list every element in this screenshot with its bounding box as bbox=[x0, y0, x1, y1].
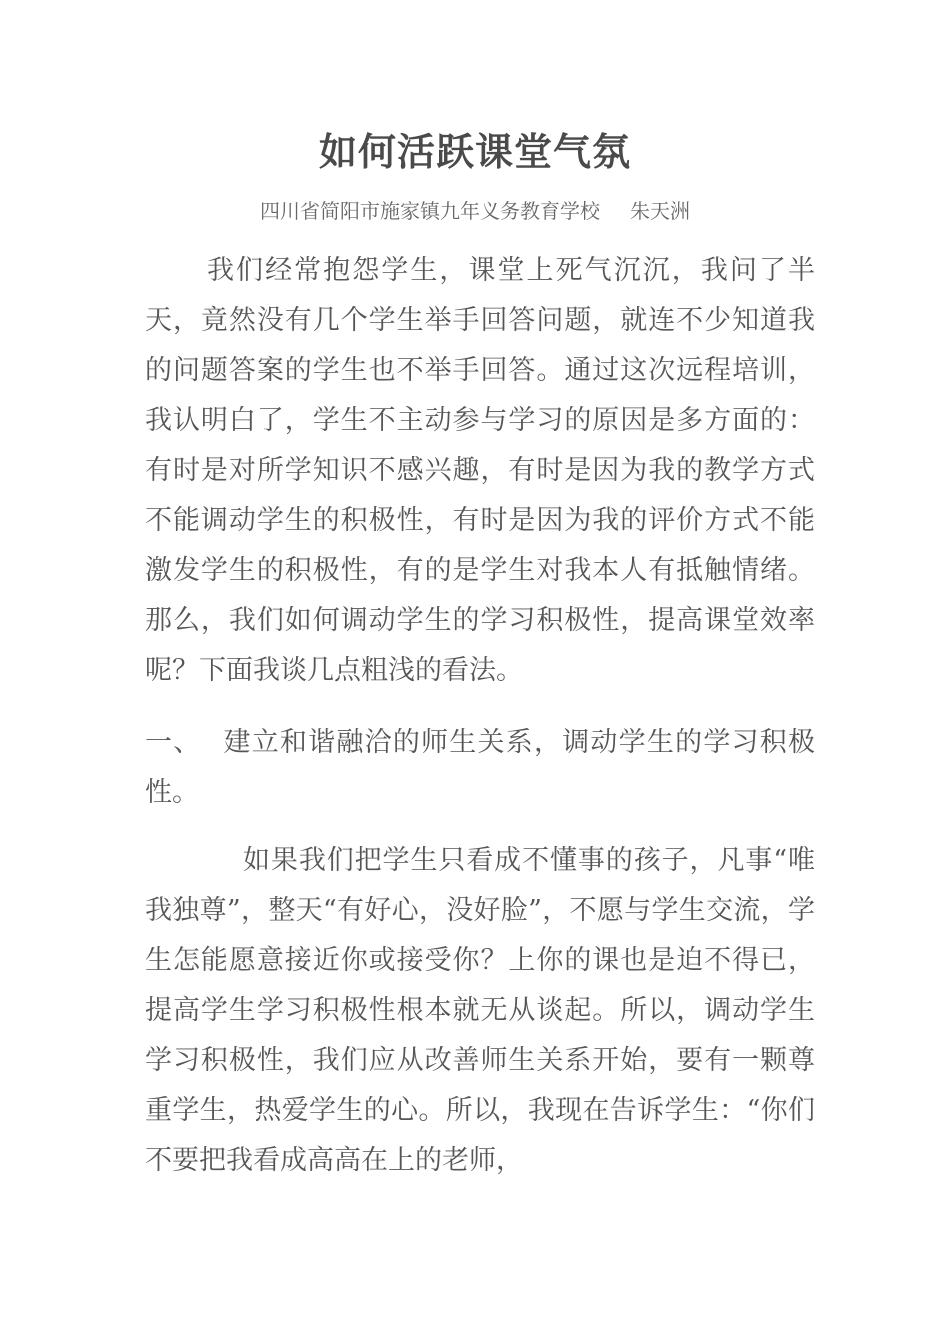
byline bbox=[0, 196, 950, 226]
section-number: 一、 bbox=[145, 727, 202, 758]
paragraph-section-1: 如果我们把学生只看成不懂事的孩子，凡事“唯我独尊”，整天“有好心，没好脸”，不愿与学生交流，学生怎能愿意接近你或接受你？上你的课也是迫不得已，提高学生学习积极性根本就无从谈起。所以，调动学生学习积极性，我们应从改善师生关系开始，要有一颗尊重学生，热爱学生的心。所以，我现在告诉学生：“你们不要把我看成高高在上的老师， bbox=[145, 845, 815, 1176]
author-name: 朱天洲 bbox=[630, 199, 690, 223]
paragraph-intro: 我们经常抱怨学生，课堂上死气沉沉，我问了半天，竟然没有几个学生举手回答问题，就连不少知道我的问题答案的学生也不举手回答。通过这次远程培训，我认明白了，学生不主动参与学习的原因是多方面的：有时是对所学知识不感兴趣，有时是因为我的教学方式不能调动学生的积极性，有时是因为我的评价方式不能激发学生的积极性，有的是学生对我本人有抵触情绪。那么，我们如何调动学生的学习积极性，提高课堂效率呢？下面我谈几点粗浅的看法。 bbox=[145, 255, 815, 686]
section-heading-1 bbox=[145, 718, 815, 818]
affiliation: 四川省简阳市施家镇九年义务教育学校 bbox=[260, 199, 600, 223]
document-title: 如何活跃课堂气氛 bbox=[318, 129, 631, 174]
section-heading-text: 建立和谐融洽的师生关系，调动学生的学习积极性。 bbox=[145, 727, 816, 808]
